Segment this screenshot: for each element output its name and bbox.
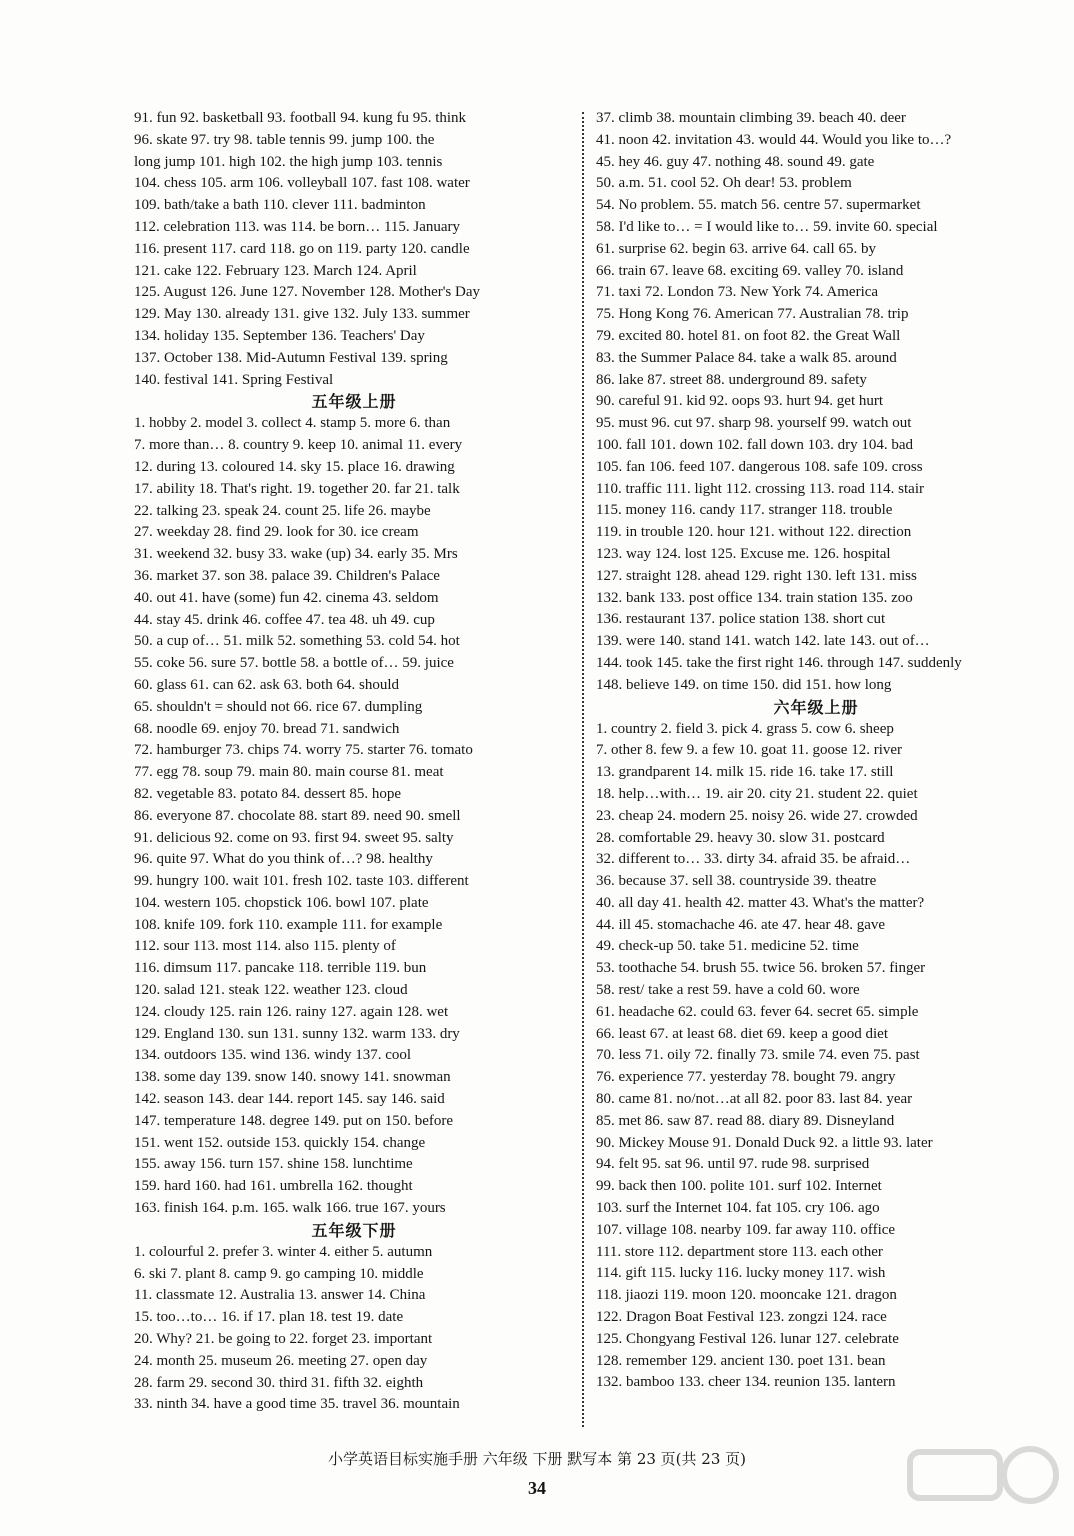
vocab-line: 139. were 140. stand 141. watch 142. late 143. out of… [596, 633, 930, 650]
vocab-line: 155. away 156. turn 157. shine 158. lunchtime [134, 1156, 413, 1173]
vocab-line: 13. grandparent 14. milk 15. ride 16. take 17. still [596, 764, 894, 781]
vocab-line: 163. finish 164. p.m. 165. walk 166. true 167. yours [134, 1200, 446, 1217]
vocab-line: 138. some day 139. snow 140. snowy 141. snowman [134, 1069, 451, 1086]
vocab-line: 118. jiaozi 119. moon 120. mooncake 121. dragon [596, 1287, 897, 1304]
left-column [134, 108, 574, 1416]
vocab-line: 58. rest/ take a rest 59. have a cold 60. wore [596, 982, 860, 999]
vocab-line: 99. back then 100. polite 101. surf 102. Internet [596, 1178, 882, 1195]
vocab-line: 103. surf the Internet 104. fat 105. cry 106. ago [596, 1200, 880, 1217]
vocab-line: 40. all day 41. health 42. matter 43. What's the matter? [596, 894, 925, 911]
vocab-line: 108. knife 109. fork 110. example 111. for example [134, 916, 443, 933]
vocab-line: 50. a cup of… 51. milk 52. something 53. cold 54. hot [134, 633, 460, 650]
vocab-line: 147. temperature 148. degree 149. put on 150. before [134, 1112, 454, 1129]
vocab-line: 105. fan 106. feed 107. dangerous 108. safe 109. cross [596, 458, 923, 475]
vocab-line: 85. met 86. saw 87. read 88. diary 89. Disneyland [596, 1112, 895, 1129]
vocab-line: 49. check-up 50. take 51. medicine 52. time [596, 938, 859, 955]
vocab-line: 132. bamboo 133. cheer 134. reunion 135. lantern [596, 1374, 896, 1391]
vocab-line: 144. took 145. take the first right 146. through 147. suddenly [596, 654, 962, 671]
vocab-line: 82. vegetable 83. potato 84. dessert 85. hope [134, 785, 402, 802]
vocab-line: 112. celebration 113. was 114. be born… 115. January [134, 218, 461, 235]
vocab-line: 61. headache 62. could 63. fever 64. secret 65. simple [596, 1003, 919, 1020]
vocab-line: 112. sour 113. most 114. also 115. plenty of [134, 938, 396, 955]
vocab-line: 66. least 67. at least 68. diet 69. keep a good diet [596, 1025, 889, 1042]
vocab-line: 142. season 143. dear 144. report 145. say 146. said [134, 1091, 445, 1108]
vocab-line: 28. farm 29. second 30. third 31. fifth 32. eighth [134, 1374, 424, 1391]
vocab-line: 1. country 2. field 3. pick 4. grass 5. cow 6. sheep [596, 720, 894, 737]
vocab-line: 77. egg 78. soup 79. main 80. main course 81. meat [134, 764, 444, 781]
vocab-line: 134. holiday 135. September 136. Teachers' Day [134, 327, 425, 344]
vocab-line: 95. must 96. cut 97. sharp 98. yourself 99. watch out [596, 415, 912, 432]
vocab-line: 86. everyone 87. chocolate 88. start 89. need 90. smell [134, 807, 461, 824]
vocab-line: 11. classmate 12. Australia 13. answer 14. China [134, 1287, 426, 1304]
vocab-line: 122. Dragon Boat Festival 123. zongzi 124. race [596, 1309, 887, 1326]
vocab-line: 99. hungry 100. wait 101. fresh 102. taste 103. different [134, 873, 469, 890]
vocab-line: 72. hamburger 73. chips 74. worry 75. starter 76. tomato [134, 742, 473, 759]
vocab-line: 27. weekday 28. find 29. look for 30. ice cream [134, 524, 419, 541]
column-divider [582, 112, 584, 1427]
vocab-line: 96. quite 97. What do you think of…? 98. healthy [134, 851, 433, 868]
vocab-line: 71. taxi 72. London 73. New York 74. America [596, 284, 879, 301]
vocab-line: 159. hard 160. had 161. umbrella 162. thought [134, 1178, 413, 1195]
vocab-line: 79. excited 80. hotel 81. on foot 82. the Great Wall [596, 327, 901, 344]
vocab-line: 17. ability 18. That's right. 19. together 20. far 21. talk [134, 480, 460, 497]
vocab-line: 128. remember 129. ancient 130. poet 131. bean [596, 1352, 886, 1369]
vocab-line: 125. Chongyang Festival 126. lunar 127. celebrate [596, 1330, 899, 1347]
watermark-logo-icon [900, 1440, 1060, 1530]
vocab-line: 50. a.m. 51. cool 52. Oh dear! 53. problem [596, 175, 852, 192]
vocab-line: 104. chess 105. arm 106. volleyball 107. fast 108. water [134, 175, 470, 192]
vocab-line: 80. came 81. no/not…at all 82. poor 83. last 84. year [596, 1091, 913, 1108]
vocab-line: 129. England 130. sun 131. sunny 132. warm 133. dry [134, 1025, 460, 1042]
vocab-line: 111. store 112. department store 113. each other [596, 1243, 883, 1260]
vocab-line: 120. salad 121. steak 122. weather 123. cloud [134, 982, 408, 999]
vocab-line: 116. dimsum 117. pancake 118. terrible 119. bun [134, 960, 427, 977]
vocab-line: 12. during 13. coloured 14. sky 15. place 16. drawing [134, 458, 455, 475]
vocab-line: 18. help…with… 19. air 20. city 21. student 22. quiet [596, 785, 918, 802]
vocab-line: 6. ski 7. plant 8. camp 9. go camping 10. middle [134, 1265, 424, 1282]
vocab-line: 76. experience 77. yesterday 78. bought 79. angry [596, 1069, 896, 1086]
vocab-line: 115. money 116. candy 117. stranger 118. trouble [596, 502, 893, 519]
vocab-line: 66. train 67. leave 68. exciting 69. valley 70. island [596, 262, 904, 279]
vocab-line: 104. western 105. chopstick 106. bowl 107. plate [134, 894, 429, 911]
vocab-line: 110. traffic 111. light 112. crossing 113. road 114. stair [596, 480, 925, 497]
vocab-line: 140. festival 141. Spring Festival [134, 371, 334, 388]
vocab-line: 44. ill 45. stomachache 46. ate 47. hear 48. gave [596, 916, 886, 933]
vocab-line: 33. ninth 34. have a good time 35. travel 36. mountain [134, 1396, 460, 1413]
vocab-line: 36. market 37. son 38. palace 39. Children's Palace [134, 567, 440, 584]
vocab-line: 55. coke 56. sure 57. bottle 58. a bottle of… 59. juice [134, 655, 454, 672]
vocab-line: 68. noodle 69. enjoy 70. bread 71. sandwich [134, 720, 400, 737]
vocab-line: 22. talking 23. speak 24. count 25. life 26. maybe [134, 502, 431, 519]
vocab-line: 151. went 152. outside 153. quickly 154. change [134, 1134, 426, 1151]
vocab-line: 107. village 108. nearby 109. far away 110. office [596, 1221, 896, 1238]
vocab-line: 37. climb 38. mountain climbing 39. beach 40. deer [596, 110, 906, 126]
vocab-line: 7. more than… 8. country 9. keep 10. animal 11. every [134, 437, 463, 454]
vocab-line: 83. the Summer Palace 84. take a walk 85. around [596, 349, 897, 366]
vocab-line: 123. way 124. lost 125. Excuse me. 126. hospital [596, 545, 891, 562]
vocab-line: 70. less 71. oily 72. finally 73. smile 74. even 75. past [596, 1047, 920, 1064]
vocab-line: 32. different to… 33. dirty 34. afraid 35. be afraid… [596, 851, 911, 868]
vocab-line: 90. Mickey Mouse 91. Donald Duck 92. a little 93. later [596, 1134, 933, 1151]
vocab-line: 148. believe 149. on time 150. did 151. how long [596, 676, 892, 693]
vocab-line: 20. Why? 21. be going to 22. forget 23. important [134, 1331, 433, 1348]
vocab-line: 136. restaurant 137. police station 138. short cut [596, 611, 886, 628]
vocab-line: 134. outdoors 135. wind 136. windy 137. cool [134, 1047, 412, 1064]
vocab-line: 91. delicious 92. come on 93. first 94. sweet 95. salty [134, 829, 454, 846]
vocab-line: 36. because 37. sell 38. countryside 39. theatre [596, 873, 877, 890]
vocab-line: long jump 101. high 102. the high jump 103. tennis [134, 153, 443, 170]
vocab-line: 28. comfortable 29. heavy 30. slow 31. postcard [596, 829, 885, 846]
vocab-line: 15. too…to… 16. if 17. plan 18. test 19. date [134, 1309, 404, 1326]
vocab-line: 44. stay 45. drink 46. coffee 47. tea 48. uh 49. cup [134, 611, 435, 628]
vocab-line: 90. careful 91. kid 92. oops 93. hurt 94. get hurt [596, 393, 884, 410]
vocab-line: 109. bath/take a bath 110. clever 111. badminton [134, 197, 426, 214]
vocab-line: 100. fall 101. down 102. fall down 103. dry 104. bad [596, 436, 914, 453]
vocab-line: 41. noon 42. invitation 43. would 44. Would you like to…? [596, 131, 952, 148]
vocab-line: 116. present 117. card 118. go on 119. party 120. candle [134, 240, 470, 257]
vocab-line: 40. out 41. have (some) fun 42. cinema 43. seldom [134, 589, 439, 606]
vocab-line: 23. cheap 24. modern 25. noisy 26. wide 27. crowded [596, 807, 918, 824]
vocab-line: 114. gift 115. lucky 116. lucky money 117. wish [596, 1265, 886, 1282]
vocab-line: 86. lake 87. street 88. underground 89. safety [596, 371, 867, 388]
vocab-line: 53. toothache 54. brush 55. twice 56. broken 57. finger [596, 960, 926, 977]
vocab-line: 45. hey 46. guy 47. nothing 48. sound 49. gate [596, 153, 875, 170]
vocab-line: 75. Hong Kong 76. American 77. Australian 78. trip [596, 306, 909, 323]
vocab-line: 60. glass 61. can 62. ask 63. both 64. should [134, 676, 399, 693]
vocab-line: 24. month 25. museum 26. meeting 27. open day [134, 1352, 428, 1369]
vocab-line: 91. fun 92. basketball 93. football 94. kung fu 95. think [134, 110, 467, 126]
vocab-line: 129. May 130. already 131. give 132. July 133. summer [134, 306, 470, 323]
vocab-line: 121. cake 122. February 123. March 124. April [134, 262, 417, 279]
page-number: 34 [528, 1478, 546, 1498]
vocab-line: 96. skate 97. try 98. table tennis 99. jump 100. the [134, 131, 435, 148]
vocab-line: 1. hobby 2. model 3. collect 4. stamp 5. more 6. than [134, 415, 451, 432]
vocab-line: 31. weekend 32. busy 33. wake (up) 34. early 35. Mrs [134, 546, 458, 563]
section-heading: 六年级上册 [773, 697, 859, 717]
vocab-line: 58. I'd like to… = I would like to… 59. invite 60. special [596, 218, 938, 235]
vocab-line: 54. No problem. 55. match 56. centre 57. supermarket [596, 197, 921, 214]
vocab-line: 1. colourful 2. prefer 3. winter 4. either 5. autumn [134, 1243, 433, 1260]
vocab-line: 7. other 8. few 9. a few 10. goat 11. goose 12. river [596, 742, 903, 759]
vocab-line: 124. cloudy 125. rain 126. rainy 127. again 128. wet [134, 1003, 449, 1020]
section-heading: 五年级下册 [311, 1220, 397, 1240]
section-heading: 五年级上册 [311, 392, 397, 412]
vocab-line: 61. surprise 62. begin 63. arrive 64. call 65. by [596, 240, 876, 257]
vocab-line: 125. August 126. June 127. November 128. Mother's Day [134, 284, 481, 301]
vocab-line: 127. straight 128. ahead 129. right 130. left 131. miss [596, 567, 917, 584]
vocab-line: 132. bank 133. post office 134. train station 135. zoo [596, 589, 913, 606]
vocab-line: 65. shouldn't = should not 66. rice 67. dumpling [134, 698, 423, 715]
vocab-line: 119. in trouble 120. hour 121. without 122. direction [596, 524, 912, 541]
page-footer: 小学英语目标实施手册 六年级 下册 默写本 第 23 页(共 23 页) [327, 1450, 747, 1468]
vocab-line: 94. felt 95. sat 96. until 97. rude 98. surprised [596, 1156, 870, 1173]
vocab-line: 137. October 138. Mid-Autumn Festival 139. spring [134, 349, 448, 366]
right-column [596, 108, 1036, 1394]
